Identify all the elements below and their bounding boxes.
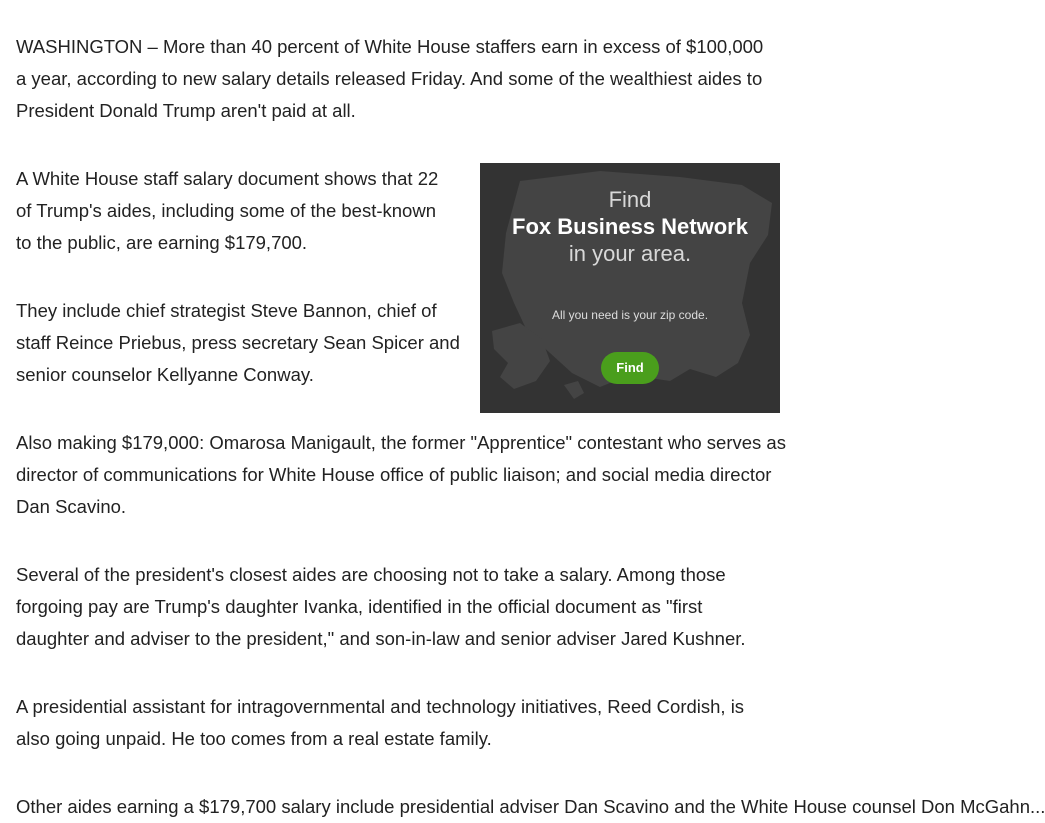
ad-area-text: in your area. [568, 241, 692, 266]
ad-brand-title: Fox Business Network [512, 214, 748, 239]
paragraph-7-partial: Other aides earning a $179,700 salary include presidential adviser Dan Scavino and the White House counsel Don McGahn... [16, 796, 1045, 817]
paragraph-4: Also making $179,000: Omarosa Manigault, the former "Apprentice" contestant who serves as director of communications for White House office of public liaison; and social media director Dan Scavino. [16, 432, 786, 517]
ad-find-text: Find [608, 187, 652, 212]
paragraph-5: Several of the president's closest aides are choosing not to take a salary. Among those forgoing pay are Trump's daughter Ivanka, identified in the official document as "first daughter and adviser to the president," and son-in-law and senior adviser Jared Kushner. [16, 564, 746, 649]
paragraph-1: WASHINGTON – More than 40 percent of White House staffers earn in excess of $100,000 a year, according to new salary details released Friday. And some of the wealthiest aides to President Donald Trump aren't paid at all. [16, 36, 764, 121]
paragraph-2: A White House staff salary document shows that 22 of Trump's aides, including some of the best-known to the public, are earning $179,700. [16, 168, 439, 253]
fox-business-ad[interactable] [480, 163, 780, 413]
paragraph-6: A presidential assistant for intragovernmental and technology initiatives, Reed Cordish, is also going unpaid. He too comes from a real estate family. [16, 696, 745, 749]
ad-find-button[interactable]: Find [601, 352, 659, 384]
ad-zip-note: All you need is your zip code. [551, 308, 709, 322]
paragraph-3: They include chief strategist Steve Bannon, chief of staff Reince Priebus, press secretary Sean Spicer and senior counselor Kellyanne Conway. [16, 300, 460, 385]
